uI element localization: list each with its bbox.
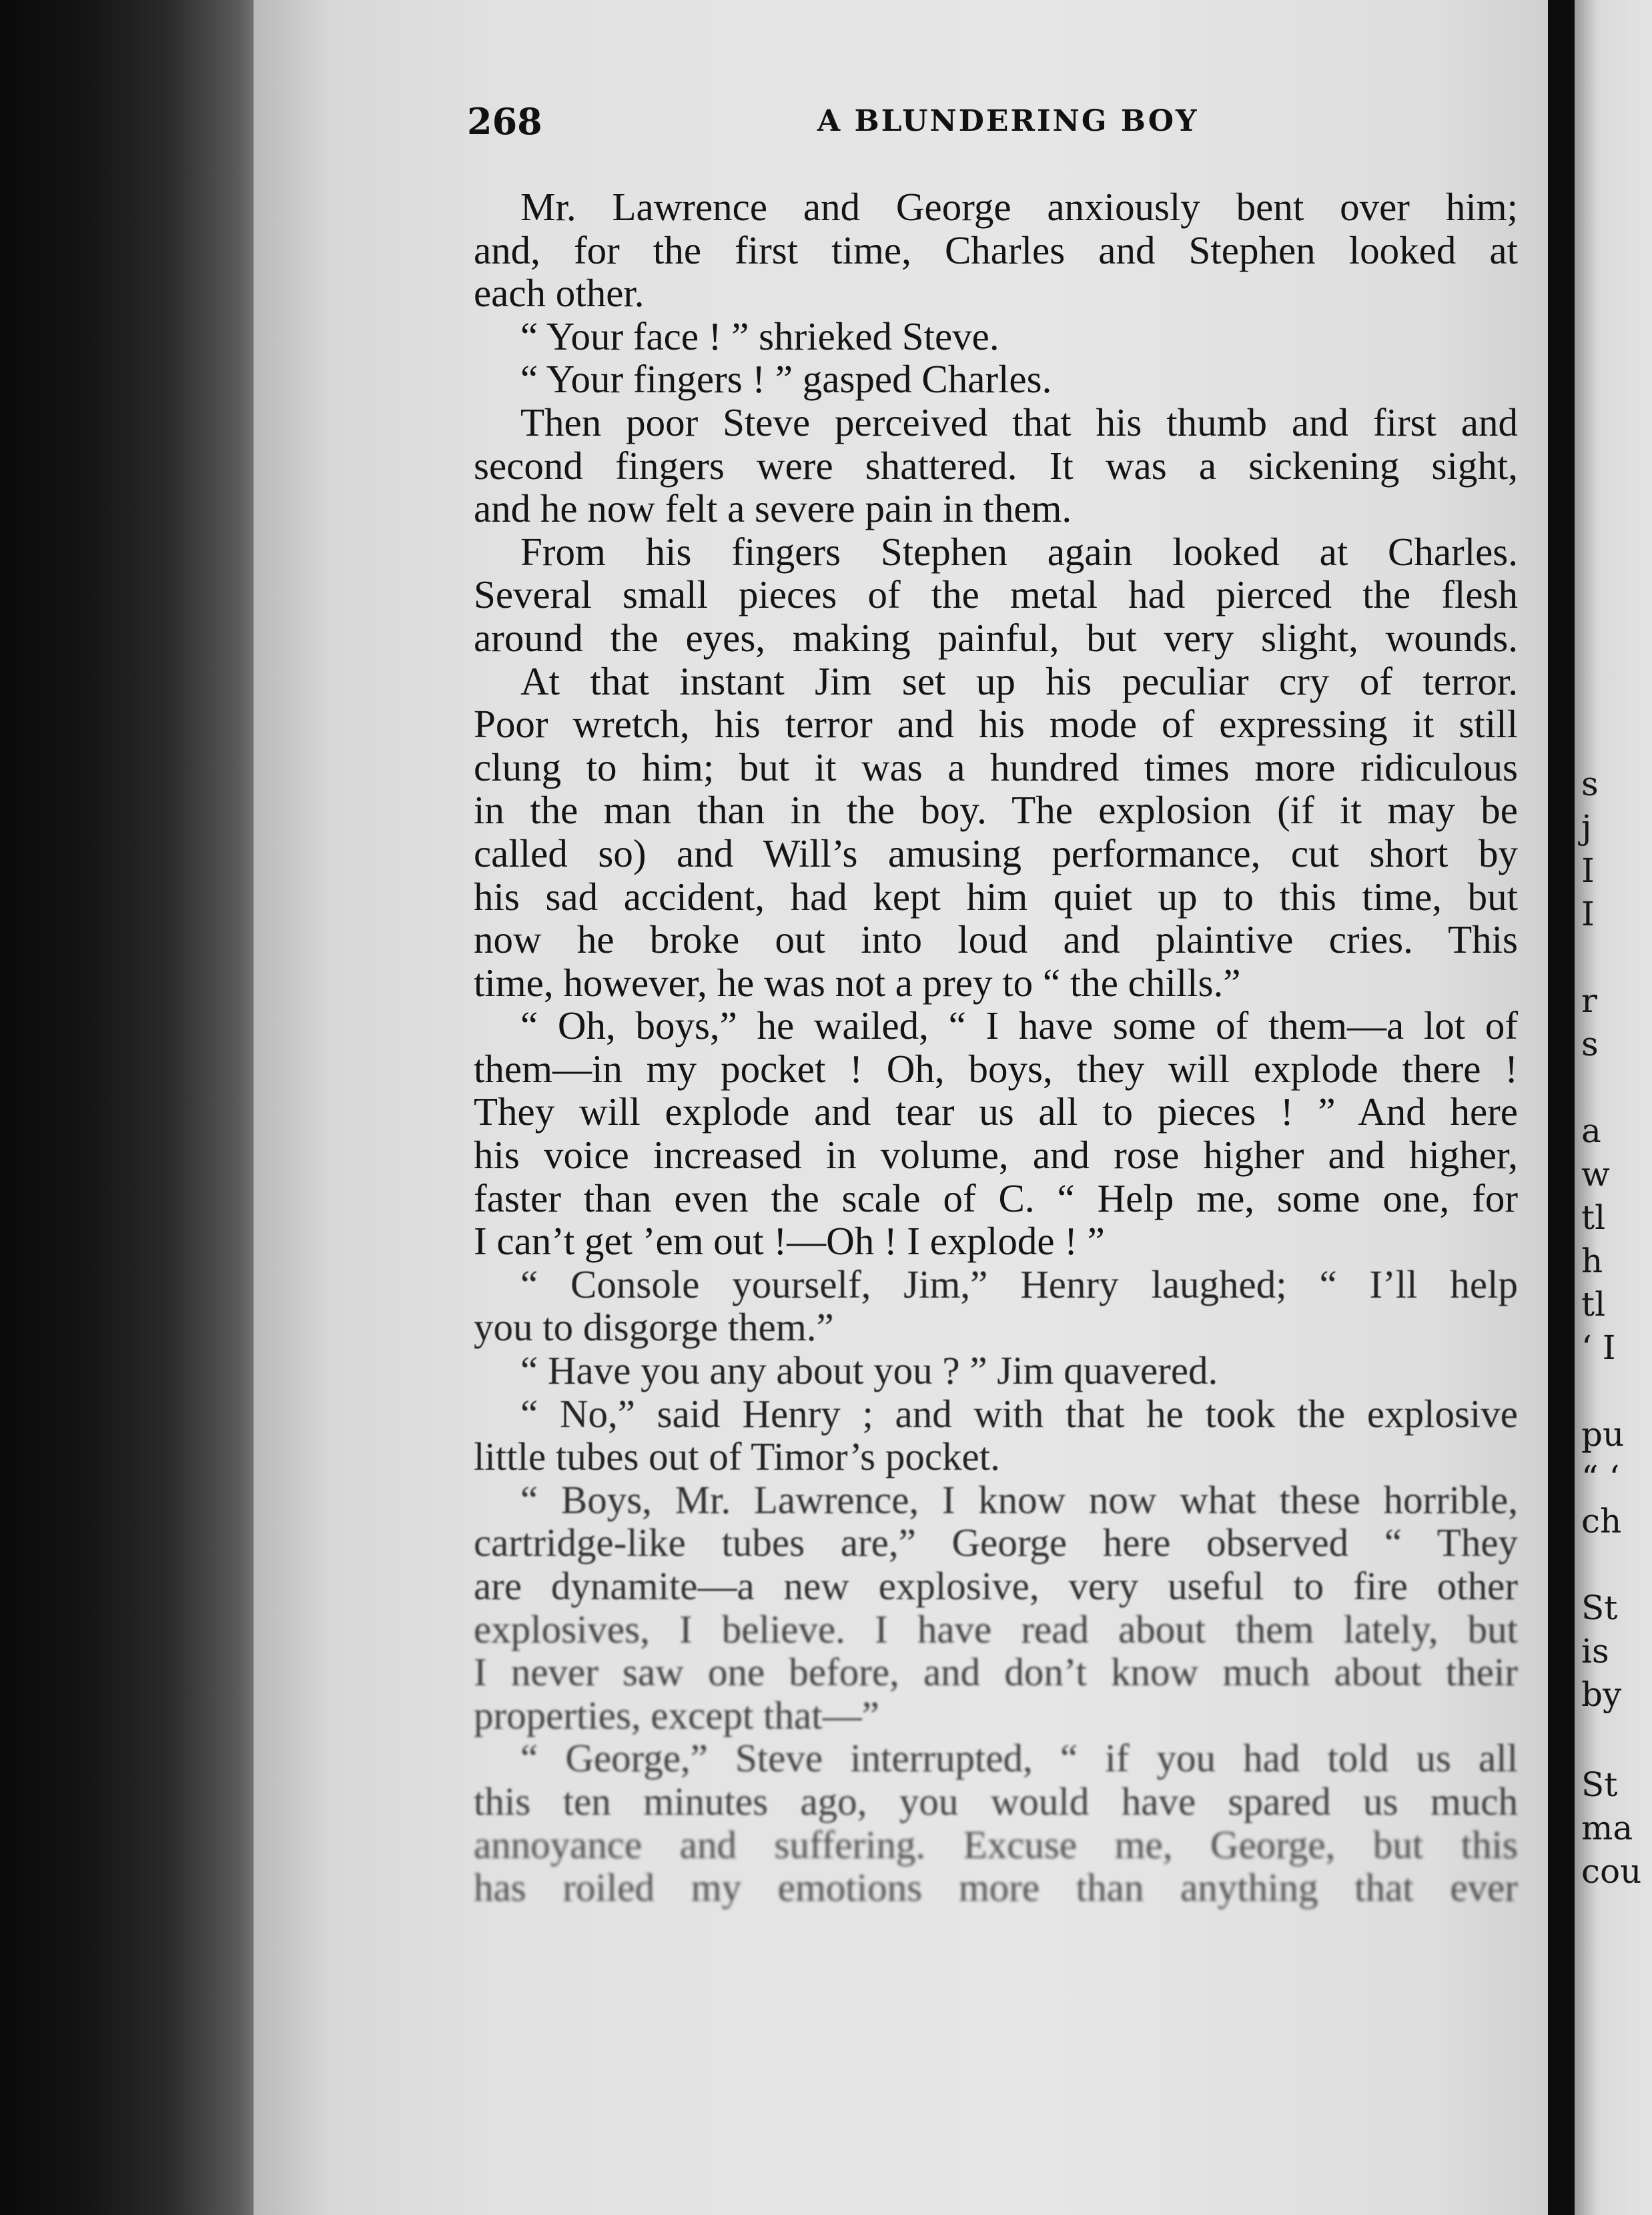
text-line: explosives, I believe. I have read about them lately, but bbox=[474, 1607, 1518, 1651]
book-binding-shadow bbox=[0, 0, 280, 2215]
text-line: are dynamite—a new explosive, very useful to fire other bbox=[474, 1564, 1518, 1608]
text-line: around the eyes, making painful, but very slight, wounds. bbox=[474, 615, 1518, 660]
next-page-fragment: j bbox=[1581, 808, 1592, 847]
next-page-fragment: ma bbox=[1581, 1809, 1633, 1847]
text-line: and he now felt a severe pain in them. bbox=[474, 486, 1072, 531]
text-line: “ Your fingers ! ” gasped Charles. bbox=[520, 357, 1052, 402]
text-line: “ George,” Steve interrupted, “ if you had told us all bbox=[520, 1736, 1518, 1781]
text-line: second fingers were shattered. It was a sickening sight, bbox=[474, 443, 1518, 488]
text-line: properties, except that—” bbox=[474, 1693, 879, 1737]
page-number: 268 bbox=[467, 100, 542, 143]
text-line: time, however, he was not a prey to “ the chills.” bbox=[474, 960, 1241, 1005]
text-line: his voice increased in volume, and rose higher and higher, bbox=[474, 1133, 1518, 1178]
next-page-fragment: I bbox=[1581, 851, 1595, 890]
next-page-fragment: cou bbox=[1581, 1852, 1642, 1891]
next-page-fragment: St bbox=[1581, 1589, 1618, 1627]
text-line: I can’t get ’em out !—Oh ! I explode ! ” bbox=[474, 1219, 1105, 1264]
text-line: “ Boys, Mr. Lawrence, I know now what these horrible, bbox=[520, 1477, 1518, 1522]
text-line: this ten minutes ago, you would have spared us much bbox=[474, 1779, 1518, 1823]
text-line: and, for the first time, Charles and Stephen looked at bbox=[474, 228, 1518, 272]
next-page-fragment: s bbox=[1581, 1025, 1599, 1063]
text-line: little tubes out of Timor’s pocket. bbox=[474, 1434, 1000, 1479]
text-line: you to disgorge them.” bbox=[474, 1305, 834, 1350]
text-line: Several small pieces of the metal had pierced the flesh bbox=[474, 572, 1518, 617]
text-line: “ Have you any about you ? ” Jim quavered. bbox=[520, 1348, 1218, 1393]
body-text bbox=[474, 185, 1518, 1909]
text-line: “ No,” said Henry ; and with that he took the explosive bbox=[520, 1391, 1518, 1436]
text-line: now he broke out into loud and plaintive cries. This bbox=[474, 917, 1518, 962]
text-line: called so) and Will’s amusing performance, cut short by bbox=[474, 831, 1518, 875]
next-page-fragment: St bbox=[1581, 1765, 1618, 1804]
next-page-edge bbox=[1575, 0, 1652, 2215]
text-line: Mr. Lawrence and George anxiously bent over him; bbox=[520, 185, 1518, 229]
text-line: cartridge-like tubes are,” George here observed “ They bbox=[474, 1520, 1518, 1565]
text-line: “ Oh, boys,” he wailed, “ I have some of them—a lot of bbox=[520, 1003, 1518, 1048]
next-page-fragment: I bbox=[1581, 895, 1595, 933]
running-title: A BLUNDERING BOY bbox=[817, 104, 1199, 138]
running-head bbox=[467, 100, 1535, 147]
text-line: has roiled my emotions more than anything that ever bbox=[474, 1865, 1518, 1910]
next-page-fragment: tl bbox=[1581, 1285, 1606, 1324]
text-line: “ Console yourself, Jim,” Henry laughed; “ I’ll help bbox=[520, 1262, 1518, 1306]
text-line: each other. bbox=[474, 271, 645, 316]
next-page-fragment: a bbox=[1581, 1112, 1601, 1150]
text-line: Then poor Steve perceived that his thumb and first and bbox=[520, 400, 1518, 444]
page-gutter bbox=[1548, 0, 1575, 2215]
next-page-fragment: h bbox=[1581, 1242, 1603, 1280]
text-line: his sad accident, had kept him quiet up to this time, but bbox=[474, 874, 1518, 919]
text-line: I never saw one before, and don’t know much about their bbox=[474, 1650, 1518, 1695]
next-page-fragment: “ ‘ bbox=[1581, 1458, 1620, 1497]
text-line: clung to him; but it was a hundred times more ridiculous bbox=[474, 745, 1518, 789]
next-page-fragment: tl bbox=[1581, 1198, 1606, 1237]
text-line: “ Your face ! ” shrieked Steve. bbox=[520, 314, 999, 358]
next-page-fragment: s bbox=[1581, 765, 1599, 803]
text-line: Poor wretch, his terror and his mode of expressing it still bbox=[474, 702, 1518, 747]
text-line: They will explode and tear us all to pieces ! ” And here bbox=[474, 1089, 1518, 1134]
next-page-fragment: pu bbox=[1581, 1415, 1625, 1454]
next-page-fragment: r bbox=[1581, 981, 1597, 1020]
text-line: faster than even the scale of C. “ Help me, some one, for bbox=[474, 1176, 1518, 1220]
text-line: From his fingers Stephen again looked at Charles. bbox=[520, 529, 1518, 574]
text-line: in the man than in the boy. The explosion (if it may be bbox=[474, 788, 1518, 833]
next-page-fragment: ch bbox=[1581, 1502, 1622, 1540]
next-page-fragment: by bbox=[1581, 1675, 1622, 1714]
next-page-fragment: is bbox=[1581, 1632, 1609, 1671]
next-page-fragment: w bbox=[1581, 1155, 1610, 1194]
text-line: At that instant Jim set up his peculiar cry of terror. bbox=[520, 658, 1518, 703]
text-line: them—in my pocket ! Oh, boys, they will explode there ! bbox=[474, 1046, 1518, 1091]
next-page-fragment: ‘ I bbox=[1581, 1328, 1616, 1367]
text-line: annoyance and suffering. Excuse me, George, but this bbox=[474, 1822, 1518, 1867]
